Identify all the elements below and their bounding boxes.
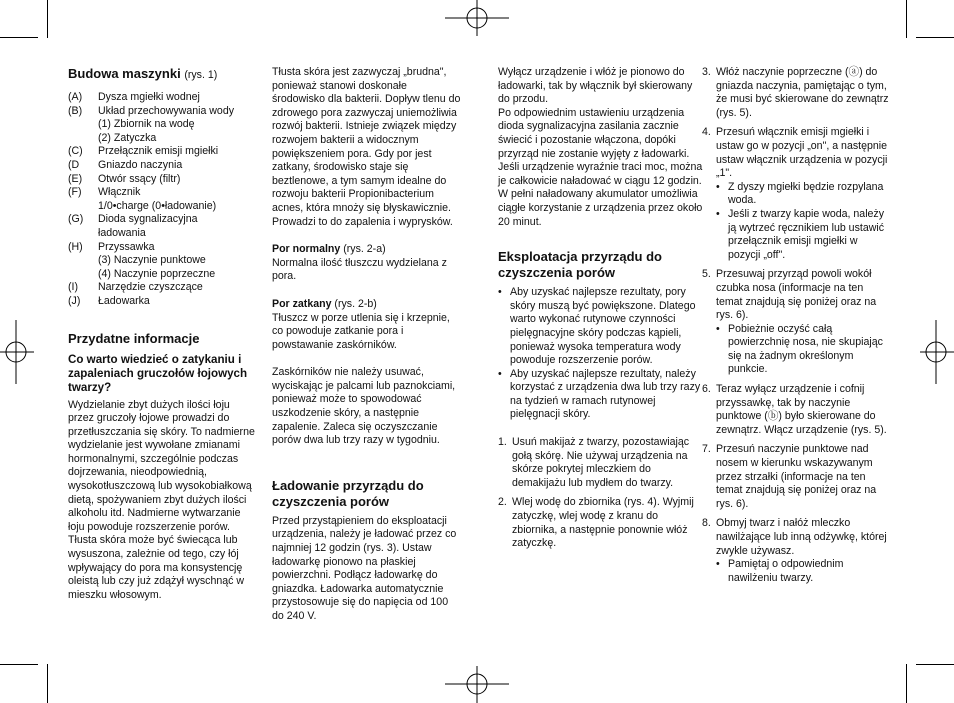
usage-steps-continued bbox=[702, 66, 892, 585]
part-row bbox=[68, 281, 258, 295]
part-label: Włącznik bbox=[98, 186, 141, 199]
part-key: (J) bbox=[68, 294, 81, 307]
sub-bullet bbox=[702, 208, 892, 262]
part-key bbox=[68, 254, 98, 268]
part-row bbox=[68, 295, 258, 309]
bullet-text: Aby uzyskać najlepsze rezultaty, należy korzystać z urządzenia dwa lub trzy razy na tydzień w ramach rutynowej pielęgnacji skóry. bbox=[510, 367, 701, 421]
sub-bullet-text: Pobieżnie oczyść całą powierzchnię nosa, nie skupiając się na żadnym określonym punkcie. bbox=[728, 322, 883, 376]
part-key bbox=[68, 118, 98, 132]
part-row bbox=[68, 200, 258, 214]
column-2 bbox=[272, 66, 462, 624]
part-label: Dioda sygnalizacyjna bbox=[98, 213, 198, 226]
part-label: Narzędzie czyszczące bbox=[98, 281, 203, 294]
bullet-dot: • bbox=[716, 180, 720, 193]
part-row bbox=[68, 91, 258, 105]
step-item bbox=[498, 496, 703, 550]
paragraph-indicator: Po odpowiednim ustawieniu urządzenia dioda sygnalizacyjna zasilania zacznie świecić i pozostanie włączona, dopóki przyrząd nie zostanie wyjęty z ładowarki. Jeśli urządzenie wyraźnie traci moc, można je całkowicie naładować w ciągu 12 godzin. bbox=[498, 106, 703, 187]
bullet-dot: • bbox=[498, 367, 502, 380]
title-text: Budowa maszynki bbox=[68, 66, 181, 81]
bullet-text: Aby uzyskać najlepsze rezultaty, pory skóry muszą być powiększone. Dlatego warto wykonać rutynowe czynności pielęgnacyjne skóry podczas kąpieli, ponieważ wysoka temperatura wody powoduje rozszerzenie porów. bbox=[510, 286, 696, 367]
sub-bullet-text: Z dyszy mgiełki będzie rozpylana woda. bbox=[728, 180, 884, 207]
section-title-usage: Eksploatacja przyrządu do czyszczenia porów bbox=[498, 249, 662, 281]
part-key: (E) bbox=[68, 172, 83, 185]
usage-bullets bbox=[498, 286, 703, 422]
normal-ref: (rys. 2-a) bbox=[343, 243, 386, 256]
column-1 bbox=[68, 66, 258, 602]
step-number: 4. bbox=[702, 126, 711, 139]
parts-list bbox=[68, 91, 258, 309]
step-block bbox=[702, 268, 892, 377]
sub-bullet-text: Jeśli z twarzy kapie woda, należy ją wytrzeć ręcznikiem lub ustawić przełącznik emisji mgiełki w pozycji „off". bbox=[728, 207, 885, 261]
part-row bbox=[68, 159, 258, 173]
section-title-construction bbox=[68, 66, 258, 83]
part-key bbox=[68, 227, 98, 241]
part-label: Przyssawka bbox=[98, 240, 155, 253]
step-number: 1. bbox=[498, 436, 507, 449]
part-label: (1) Zbiornik na wodę bbox=[98, 118, 195, 131]
clog-ref: (rys. 2-b) bbox=[334, 297, 377, 310]
part-key bbox=[68, 132, 98, 146]
paragraph-clogged-pore bbox=[272, 298, 462, 352]
step-number: 2. bbox=[498, 496, 507, 509]
part-row bbox=[68, 186, 258, 200]
bullet-item bbox=[498, 286, 703, 368]
paragraph-normal-pore bbox=[272, 243, 462, 284]
sub-bullet bbox=[702, 181, 892, 208]
part-row bbox=[68, 213, 258, 227]
part-row bbox=[68, 241, 258, 255]
sub-bullet-text: Pamiętaj o odpowiednim nawilżeniu twarzy. bbox=[728, 558, 844, 584]
step-text: Teraz wyłącz urządzenie i cofnij przyssawkę, tak by naczynie punktowe (ⓑ) było skierowane do zewnątrz. Włącz urządzenie (rys. 5). bbox=[716, 383, 887, 436]
part-row bbox=[68, 118, 258, 132]
usage-steps bbox=[498, 436, 703, 551]
step-text: Usuń makijaż z twarzy, pozostawiając gołą skórę. Nie używaj urządzenia na skórze pokrytej mleczkiem do demakijażu lub mydłem do twarzy. bbox=[512, 436, 690, 489]
step-text: Przesuń naczynie punktowe nad nosem w kierunku wskazywanym przez strzałki (informacje na ten temat znajdują się poniżej oraz na rys. 6). bbox=[716, 443, 877, 510]
sub-bullet bbox=[702, 558, 892, 585]
part-label: 1/0•charge (0•ładowanie) bbox=[98, 199, 217, 212]
part-key: (D bbox=[68, 158, 80, 171]
step-item bbox=[498, 436, 703, 490]
paragraph-oily-skin: Tłusta skóra jest zazwyczaj „brudna", ponieważ stanowi doskonałe środowisko dla bakterii. Dopływ tlenu do zdrowego pora zazwyczaj uniemożliwia rozwój bakterii. Istnieje związek między rozwojem bakterii a widocznym powiększeniem pora. Gdy por jest zatkany, środowisko staje się beztlenowe, a tym samym idealne do rozwoju bakterii Propionibacterium acnes, która mnoży się błyskawicznie. Prowadzi to do zapalenia i wyprysków. bbox=[272, 66, 461, 228]
part-label: (2) Zatyczka bbox=[98, 131, 157, 144]
part-row bbox=[68, 145, 258, 159]
part-key: (G) bbox=[68, 213, 84, 226]
part-key: (F) bbox=[68, 186, 82, 199]
step-item bbox=[702, 517, 892, 558]
step-number: 7. bbox=[702, 443, 711, 456]
column-3 bbox=[498, 66, 703, 557]
paragraph-insert: Wyłącz urządzenie i włóż je pionowo do ładowarki, tak by włącznik był skierowany do przodu. bbox=[498, 66, 693, 106]
part-row bbox=[68, 132, 258, 146]
part-key: (H) bbox=[68, 240, 83, 253]
section-title-info: Przydatne informacje bbox=[68, 330, 200, 346]
step-text: Przesuń włącznik emisji mgiełki i ustaw go w pozycji „on", a następnie ustaw włącznik urządzenia w pozycji „1". bbox=[716, 126, 888, 180]
step-text: Wlej wodę do zbiornika (rys. 4). Wyjmij zatyczkę, wlej wodę z kranu do zbiornika, a następnie ponownie włóż zatyczkę. bbox=[512, 496, 694, 550]
body-text: Wydzielanie zbyt dużych ilości łoju przez gruczoły łojowe prowadzi do przetłuszczania się skóry. To nadmierne wydzielanie jest wywołane zmianami hormonalnymi, szczególnie podczas dojrzewania, nieodpowiednią, wysokotłuszczową lub wysokobiałkową dietą, spożywaniem zbyt dużych ilości alkoholu itd. Nadmierne wytwarzanie łoju powoduje rozszerzenie porów. Tłusta skóra może być świecąca lub wysuszona, zależnie od tego, czy łój wpływający do pora ma konsystencję oleistą lub czy już zdążył wyschnąć w mieszku włosowym. bbox=[68, 398, 255, 601]
section-title-charging: Ładowanie przyrządu do czyszczenia porów bbox=[272, 477, 424, 509]
step-item bbox=[702, 126, 892, 180]
step-number: 6. bbox=[702, 383, 711, 396]
clog-label: Por zatkany bbox=[272, 297, 332, 310]
part-label: Przełącznik emisji mgiełki bbox=[98, 145, 219, 158]
step-text: Włóż naczynie poprzeczne (ⓐ) do gniazda naczynia, pamiętając o tym, że musi być skierowane do zewnątrz (rys. 5). bbox=[716, 66, 889, 119]
paragraph-battery: W pełni naładowany akumulator umożliwia ciągłe korzystanie z urządzenia przez około 20 minut. bbox=[498, 188, 703, 228]
part-row bbox=[68, 227, 258, 241]
step-block bbox=[702, 66, 892, 120]
step-text: Obmyj twarz i nałóż mleczko nawilżające lub inną odżywkę, której zwykle używasz. bbox=[716, 517, 887, 557]
title-ref: (rys. 1) bbox=[184, 69, 218, 81]
sub-bullet bbox=[702, 323, 892, 377]
step-block bbox=[702, 517, 892, 585]
part-label: (3) Naczynie punktowe bbox=[98, 254, 206, 267]
part-label: (4) Naczynie poprzeczne bbox=[98, 267, 216, 280]
question-heading: Co warto wiedzieć o zatykaniu i zapaleniach gruczołów łojowych twarzy? bbox=[68, 352, 248, 394]
normal-text: Normalna ilość tłuszczu wydzielana z pora. bbox=[272, 256, 447, 283]
paragraph-blackheads: Zaskórników nie należy usuwać, wyciskając je palcami lub paznokciami, ponieważ może to spowodować uszkodzenie skóry, a następnie zapalenie. Zaleca się oczyszczanie porów dwa lub trzy razy w tygodniu. bbox=[272, 366, 456, 447]
step-item bbox=[702, 66, 892, 120]
part-label: Gniazdo naczynia bbox=[98, 158, 183, 171]
part-row bbox=[68, 254, 258, 268]
column-4 bbox=[702, 66, 892, 591]
normal-label: Por normalny bbox=[272, 243, 341, 256]
part-label: Ładowarka bbox=[98, 294, 150, 307]
part-key bbox=[68, 268, 98, 282]
part-row bbox=[68, 173, 258, 187]
part-label: Dysza mgiełki wodnej bbox=[98, 91, 200, 103]
clog-text: Tłuszcz w porze utlenia się i krzepnie, co powoduje zatkanie pora i powstawanie zaskórników. bbox=[272, 311, 450, 351]
part-key: (C) bbox=[68, 145, 83, 158]
bullet-dot: • bbox=[716, 322, 720, 335]
part-row bbox=[68, 105, 258, 119]
part-row bbox=[68, 268, 258, 282]
step-block bbox=[702, 126, 892, 262]
part-key: (A) bbox=[68, 91, 83, 103]
step-item bbox=[702, 383, 892, 437]
bullet-dot: • bbox=[498, 286, 502, 299]
step-block bbox=[702, 383, 892, 437]
part-label: Otwór ssący (filtr) bbox=[98, 172, 181, 185]
step-number: 8. bbox=[702, 517, 711, 530]
part-key bbox=[68, 200, 98, 214]
step-number: 5. bbox=[702, 268, 711, 281]
bullet-dot: • bbox=[716, 207, 720, 220]
step-item bbox=[702, 443, 892, 511]
part-key: (I) bbox=[68, 281, 78, 294]
bullet-dot: • bbox=[716, 558, 720, 571]
step-number: 3. bbox=[702, 66, 711, 78]
bullet-item bbox=[498, 368, 703, 422]
part-key: (B) bbox=[68, 104, 83, 117]
step-text: Przesuwaj przyrząd powoli wokół czubka nosa (informacje na ten temat znajdują się poniżej oraz na rys. 6). bbox=[716, 268, 877, 322]
part-label: Układ przechowywania wody bbox=[98, 104, 235, 117]
step-block bbox=[702, 443, 892, 511]
paragraph-charging: Przed przystąpieniem do eksploatacji urządzenia, należy je ładować przez co najmniej 12 godzin (rys. 3). Ustaw ładowarkę pionowo na płaskiej powierzchni. Podłącz ładowarkę do gniazdka. Ładowarka automatycznie przystosowuje się do napięcia od 100 do 240 V. bbox=[272, 514, 457, 622]
part-label: ładowania bbox=[98, 226, 146, 239]
step-item bbox=[702, 268, 892, 322]
